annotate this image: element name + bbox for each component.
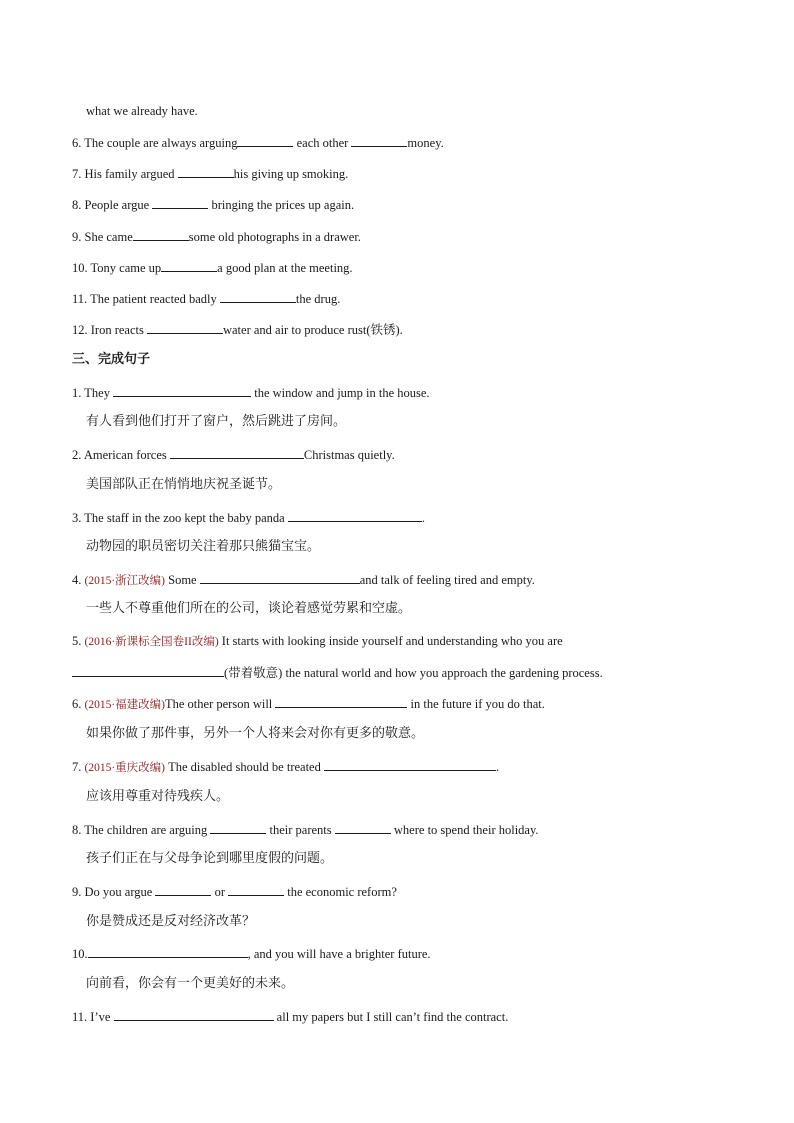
sentence-item: 8. The children are arguing their parents where to spend their holiday. xyxy=(72,823,539,837)
sentence-item: 4. (2015·浙江改编) Some and talk of feeling tired and empty. xyxy=(72,573,535,587)
chinese-translation: 如果你做了那件事，另外一个人将来会对你有更多的敬意。 xyxy=(86,726,425,741)
answer-blank[interactable] xyxy=(210,821,266,834)
answer-blank[interactable] xyxy=(220,290,296,303)
sentence-item: 6. (2015·福建改编)The other person will in the future if you do that. xyxy=(72,697,545,711)
sentence-item: 9. Do you argue or the economic reform? xyxy=(72,885,397,899)
fill-item: 9. She came some old photographs in a drawer. xyxy=(72,230,361,244)
chinese-translation: 孩子们正在与父母争论到哪里度假的问题。 xyxy=(86,851,334,866)
chinese-translation: 你是赞成还是反对经济改革？ xyxy=(86,914,256,929)
chinese-translation: 一些人不尊重他们所在的公司，谈论着感觉劳累和空虚。 xyxy=(86,601,412,616)
answer-blank[interactable] xyxy=(147,321,223,334)
chinese-translation: 美国部队正在悄悄地庆祝圣诞节。 xyxy=(86,477,282,492)
fill-item: 7. His family argued his giving up smoking. xyxy=(72,167,349,181)
continuation-line: what we already have. xyxy=(86,104,198,118)
sentence-item: 2. American forces Christmas quietly. xyxy=(72,448,395,462)
sentence-item: 7. (2015·重庆改编) The disabled should be treated . xyxy=(72,760,500,774)
answer-blank[interactable] xyxy=(113,384,251,397)
source-note: (2015·重庆改编) xyxy=(84,762,165,774)
answer-blank[interactable] xyxy=(200,571,360,584)
answer-blank[interactable] xyxy=(152,196,208,209)
sentence-item: 10. , and you will have a brighter future. xyxy=(72,947,431,961)
source-note: (2015·福建改编) xyxy=(84,699,165,711)
fill-item: 10. Tony came up a good plan at the meeting. xyxy=(72,261,353,275)
fill-item: 11. The patient reacted badly the drug. xyxy=(72,292,341,306)
answer-blank[interactable] xyxy=(114,1008,274,1021)
sentence-item: 5. (2016·新课标全国卷II改编) It starts with looking inside yourself and understanding who you are xyxy=(72,634,563,648)
chinese-translation: 应该用尊重对待残疾人。 xyxy=(86,789,230,804)
fill-item: 8. People argue bringing the prices up again. xyxy=(72,198,355,212)
section-heading: 三、完成句子 xyxy=(72,352,151,367)
source-note: (2016·新课标全国卷II改编) xyxy=(84,636,219,648)
answer-blank[interactable] xyxy=(228,883,284,896)
answer-blank[interactable] xyxy=(170,446,304,459)
answer-blank[interactable] xyxy=(161,259,217,272)
answer-blank[interactable] xyxy=(88,945,248,958)
sentence-item: 3. The staff in the zoo kept the baby panda . xyxy=(72,511,425,525)
sentence-item: 1. They the window and jump in the house. xyxy=(72,386,430,400)
sentence-item: 11. I’ve all my papers but I still can’t find the contract. xyxy=(72,1010,509,1024)
fill-item: 12. Iron reacts water and air to produce rust(铁锈). xyxy=(72,323,403,337)
answer-blank[interactable] xyxy=(275,695,407,708)
answer-blank[interactable] xyxy=(351,134,407,147)
fill-item: 6. The couple are always arguing each other money. xyxy=(72,136,444,150)
answer-blank[interactable] xyxy=(133,228,189,241)
chinese-translation: 向前看，你会有一个更美好的未来。 xyxy=(86,976,295,991)
sentence-item-continuation: (带着敬意) the natural world and how you approach the gardening process. xyxy=(72,664,724,681)
answer-blank[interactable] xyxy=(335,821,391,834)
source-note: (2015·浙江改编) xyxy=(84,575,165,587)
answer-blank[interactable] xyxy=(288,509,422,522)
answer-blank[interactable] xyxy=(155,883,211,896)
answer-blank[interactable] xyxy=(72,664,224,677)
chinese-translation: 有人看到他们打开了窗户，然后跳进了房间。 xyxy=(86,414,347,429)
chinese-translation: 动物园的职员密切关注着那只熊猫宝宝。 xyxy=(86,539,321,554)
answer-blank[interactable] xyxy=(324,758,496,771)
answer-blank[interactable] xyxy=(237,134,293,147)
answer-blank[interactable] xyxy=(178,165,234,178)
